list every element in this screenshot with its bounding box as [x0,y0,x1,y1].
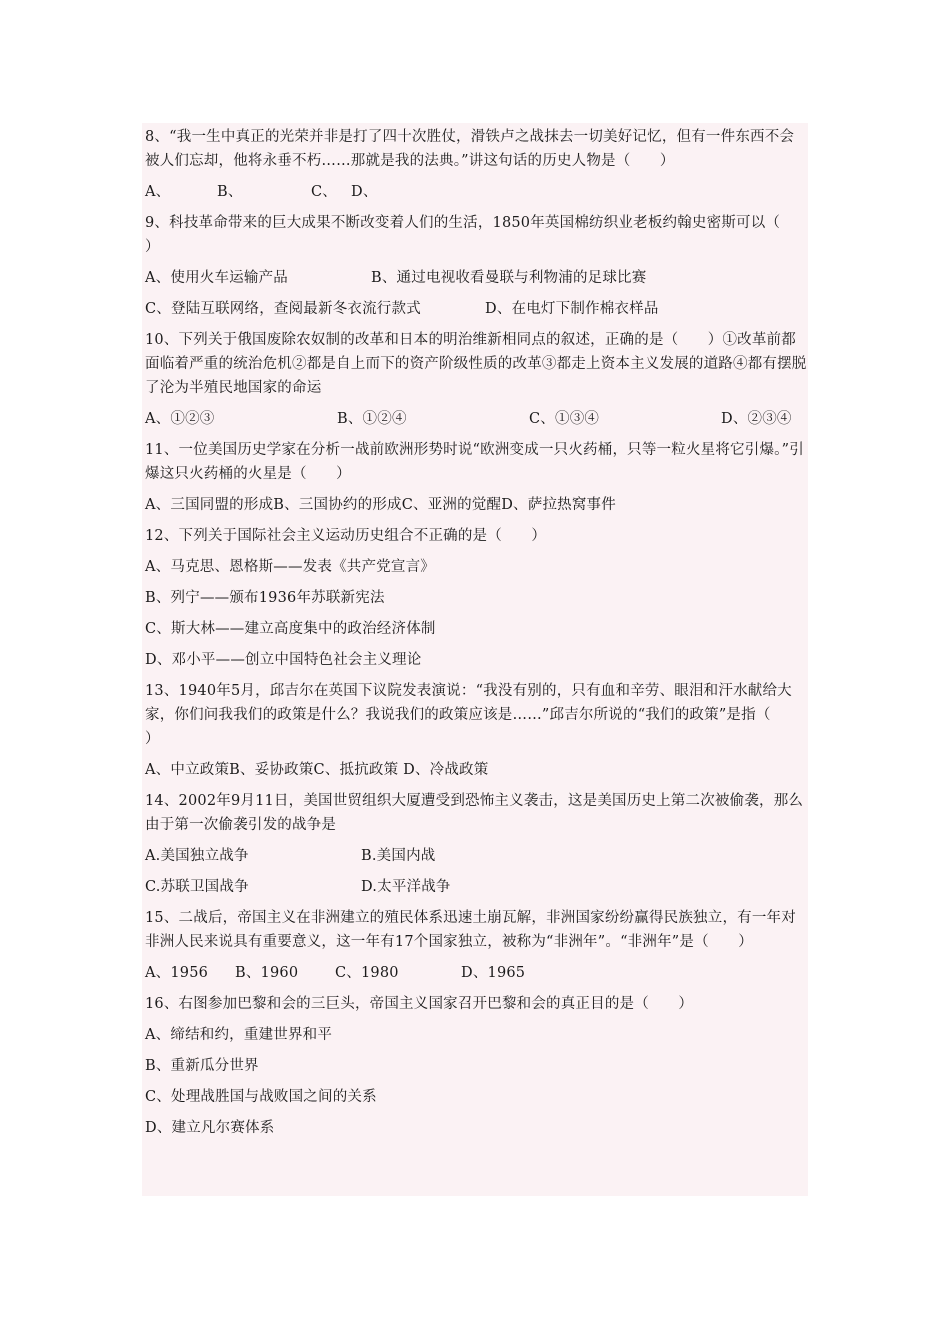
option-d: D、 [351,184,378,200]
question-15-options [145,961,807,985]
option-b: B、通过电视收看曼联与利物浦的足球比赛 [371,270,647,286]
question-16-option-a: A、缔结和约，重建世界和平 [145,1027,333,1043]
question-14-options-row-1 [145,844,807,868]
option-a: A.美国独立战争 [145,848,249,864]
question-14-stem: 14、2002年9月11日，美国世贸组织大厦遭受到恐怖主义袭击，这是美国历史上第二次被偷袭，那么由于第一次偷袭引发的战争是 [145,793,804,833]
option-b: B.美国内战 [361,848,436,864]
question-9-options-row-2 [145,297,807,321]
question-12-option-b: B、列宁——颁布1936年苏联新宪法 [145,590,385,606]
option-b: B、1960 [235,965,299,981]
question-12-option-d: D、邓小平——创立中国特色社会主义理论 [145,652,422,668]
question-12-stem: 12、下列关于国际社会主义运动历史组合不正确的是（ ） [145,528,547,544]
option-a: A、1956 [145,965,209,981]
option-a: A、 [145,184,171,200]
option-a: A、使用火车运输产品 [145,270,288,286]
question-16-option-d: D、建立凡尔赛体系 [145,1120,275,1136]
question-16-option-c: C、处理战胜国与战败国之间的关系 [145,1089,377,1105]
question-11-options: A、三国同盟的形成B、三国协约的形成C、亚洲的觉醒D、萨拉热窝事件 [145,497,616,513]
option-d: D.太平洋战争 [361,879,451,895]
question-10-stem: 10、下列关于俄国废除农奴制的改革和日本的明治维新相同点的叙述，正确的是（ ）①改革前都面临着严重的统治危机②都是自上而下的资产阶级性质的改革③都走上资本主义发展的道路④都有摆脱了沦为半殖民地国家的命运 [145,332,807,396]
option-b: B、 [217,184,243,200]
question-9-stem: 9、科技革命带来的巨大成果不断改变着人们的生活，1850年英国棉纺织业老板约翰史密斯可以（ ） [145,215,810,255]
question-list [145,125,810,1147]
question-13-stem: 13、1940年5月，邱吉尔在英国下议院发表演说：“我没有别的，只有血和辛劳、眼泪和汗水献给大家，你们问我我们的政策是什么？我说我们的政策应该是……”邱吉尔所说的“我们的政策”是指（ ） [145,683,800,747]
question-13-options: A、中立政策B、妥协政策C、抵抗政策 D、冷战政策 [145,762,489,778]
option-c: C、 [311,184,337,200]
question-11-stem: 11、一位美国历史学家在分析一战前欧洲形势时说“欧洲变成一只火药桶，只等一粒火星将它引爆。”引爆这只火药桶的火星是（ ） [145,442,804,482]
question-10-options [145,407,807,431]
option-d: D、1965 [461,965,526,981]
question-16-option-b: B、重新瓜分世界 [145,1058,259,1074]
option-d: D、②③④ [721,411,792,427]
option-c: C.苏联卫国战争 [145,879,249,895]
question-14-options-row-2 [145,875,807,899]
question-8-stem: 8、“我一生中真正的光荣并非是打了四十次胜仗，滑铁卢之战抹去一切美好记忆，但有一件东西不会被人们忘却，他将永垂不朽……那就是我的法典。”讲这句话的历史人物是（ ） [145,129,795,169]
question-15-stem: 15、二战后，帝国主义在非洲建立的殖民体系迅速土崩瓦解，非洲国家纷纷赢得民族独立，有一年对非洲人民来说具有重要意义，这一年有17个国家独立，被称为“非洲年”。“非洲年”是（ ） [145,910,796,950]
option-c: C、①③④ [529,411,600,427]
question-9-options-row-1 [145,266,807,290]
question-16-stem: 16、右图参加巴黎和会的三巨头，帝国主义国家召开巴黎和会的真正目的是（ ） [145,996,694,1012]
question-12-option-c: C、斯大林——建立高度集中的政治经济体制 [145,621,436,637]
question-8-options [145,180,807,204]
question-12-option-a: A、马克思、恩格斯——发表《共产党宣言》 [145,559,435,575]
option-d: D、在电灯下制作棉衣样品 [485,301,659,317]
option-c: C、1980 [335,965,399,981]
option-b: B、①②④ [337,411,407,427]
option-c: C、登陆互联网络，查阅最新冬衣流行款式 [145,301,421,317]
option-a: A、①②③ [145,411,215,427]
